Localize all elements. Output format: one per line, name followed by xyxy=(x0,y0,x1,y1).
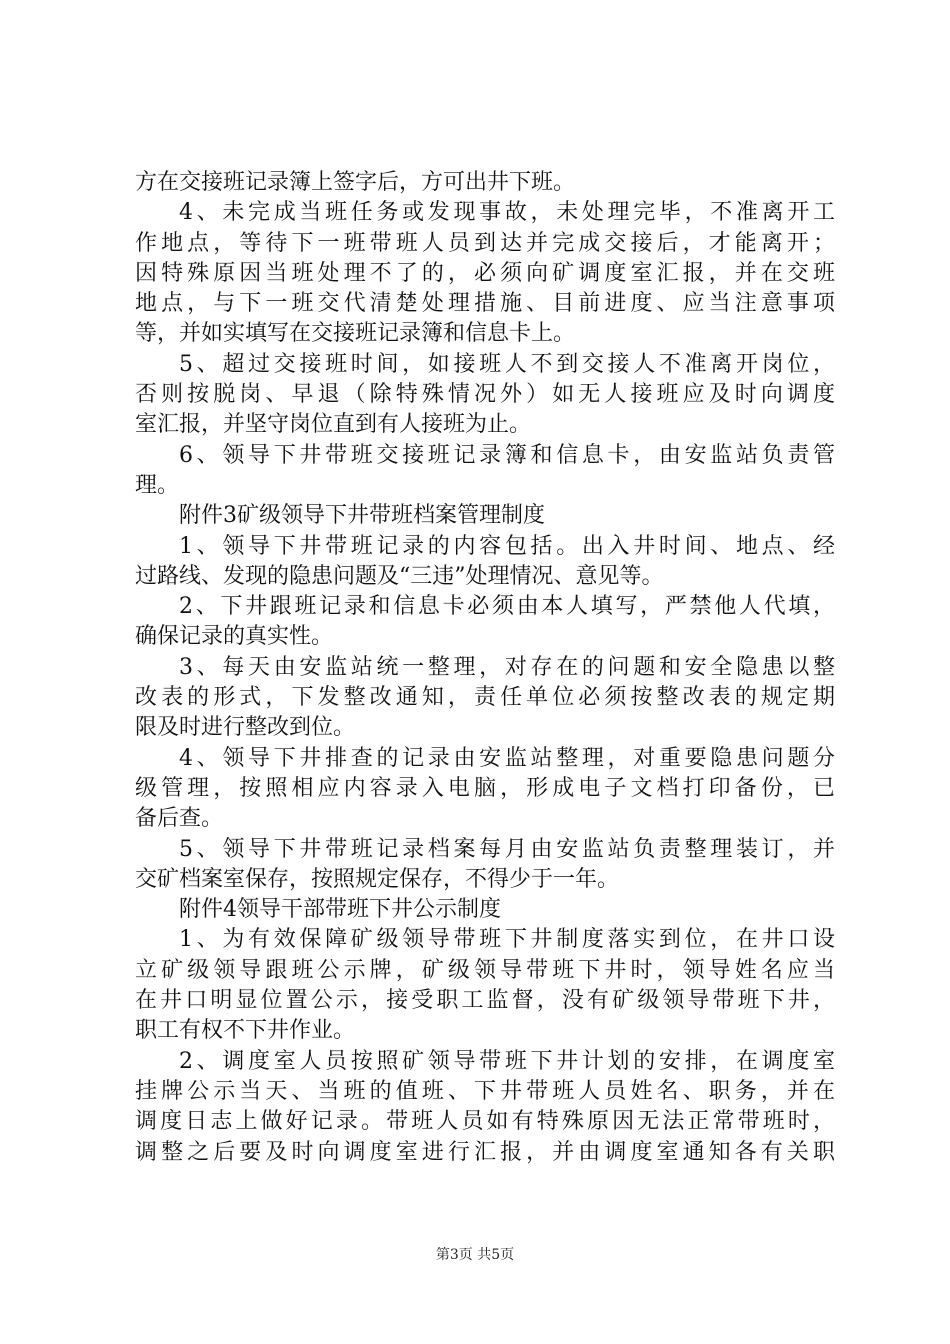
text-line: 改表的形式，下发整改通知，责任单位必须按整改表的规定期 xyxy=(135,685,835,711)
text-line: 级管理，按照相应内容录入电脑，形成电子文档打印备份，已 xyxy=(135,775,835,801)
text-line: 交矿档案室保存，按照规定保存，不得少于一年。 xyxy=(135,866,620,892)
text-line: 限及时进行整改到位。 xyxy=(135,715,356,741)
text-line: 挂牌公示当天、当班的值班、下井带班人员姓名、职务，并在 xyxy=(135,1078,835,1104)
text-line: 4、领导下井排查的记录由安监站整理，对重要隐患问题分 xyxy=(179,745,835,771)
text-line: 2、下井跟班记录和信息卡必须由本人填写，严禁他人代填， xyxy=(179,594,835,620)
text-line: 地点，与下一班交代清楚处理措施、目前进度、应当注意事项 xyxy=(135,291,835,317)
text-line: 职工有权不下井作业。 xyxy=(135,1018,356,1044)
document-body xyxy=(135,168,835,1168)
text-line: 5、超过交接班时间，如接班人不到交接人不准离开岗位， xyxy=(179,351,835,377)
text-line: 作地点，等待下一班带班人员到达并完成交接后，才能离开； xyxy=(135,230,835,256)
text-line: 4、未完成当班任务或发现事故，未处理完毕，不准离开工 xyxy=(179,200,835,226)
text-line: 1、为有效保障矿级领导带班下井制度落实到位，在井口设 xyxy=(179,927,835,953)
text-line: 5、领导下井带班记录档案每月由安监站负责整理装订，并 xyxy=(179,836,835,862)
text-line: 过路线、发现的隐患问题及“三违”处理情况、意见等。 xyxy=(135,563,664,589)
text-line: 确保记录的真实性。 xyxy=(135,624,334,650)
section-heading: 附件4领导干部带班下井公示制度 xyxy=(179,897,501,923)
text-line: 1、领导下井带班记录的内容包括。出入井时间、地点、经 xyxy=(179,533,835,559)
text-line: 3、每天由安监站统一整理，对存在的问题和安全隐患以整 xyxy=(179,654,835,680)
text-line: 等，并如实填写在交接班记录簿和信息卡上。 xyxy=(135,321,576,347)
text-line: 方在交接班记录簿上签字后，方可出井下班。 xyxy=(135,170,576,195)
text-line: 2、调度室人员按照矿领导带班下井计划的安排，在调度室 xyxy=(179,1048,835,1074)
text-line: 理。 xyxy=(135,472,180,498)
text-line: 在井口明显位置公示，接受职工监督，没有矿级领导带班下井， xyxy=(135,988,835,1014)
page-number-footer: 第3页 共5页 xyxy=(435,1247,515,1263)
text-line: 立矿级领导跟班公示牌，矿级领导带班下井时，领导姓名应当 xyxy=(135,957,835,983)
text-line: 备后查。 xyxy=(135,806,224,832)
text-line: 调度日志上做好记录。带班人员如有特殊原因无法正常带班时， xyxy=(135,1109,835,1135)
text-line: 调整之后要及时向调度室进行汇报，并由调度室通知各有关职 xyxy=(135,1139,835,1165)
text-line: 因特殊原因当班处理不了的，必须向矿调度室汇报，并在交班 xyxy=(135,260,835,286)
text-line: 6、领导下井带班交接班记录簿和信息卡，由安监站负责管 xyxy=(179,442,835,468)
text-line: 室汇报，并坚守岗位直到有人接班为止。 xyxy=(135,412,532,438)
text-line: 否则按脱岗、早退（除特殊情况外）如无人接班应及时向调度 xyxy=(135,382,835,408)
section-heading: 附件3矿级领导下井带班档案管理制度 xyxy=(179,503,545,529)
